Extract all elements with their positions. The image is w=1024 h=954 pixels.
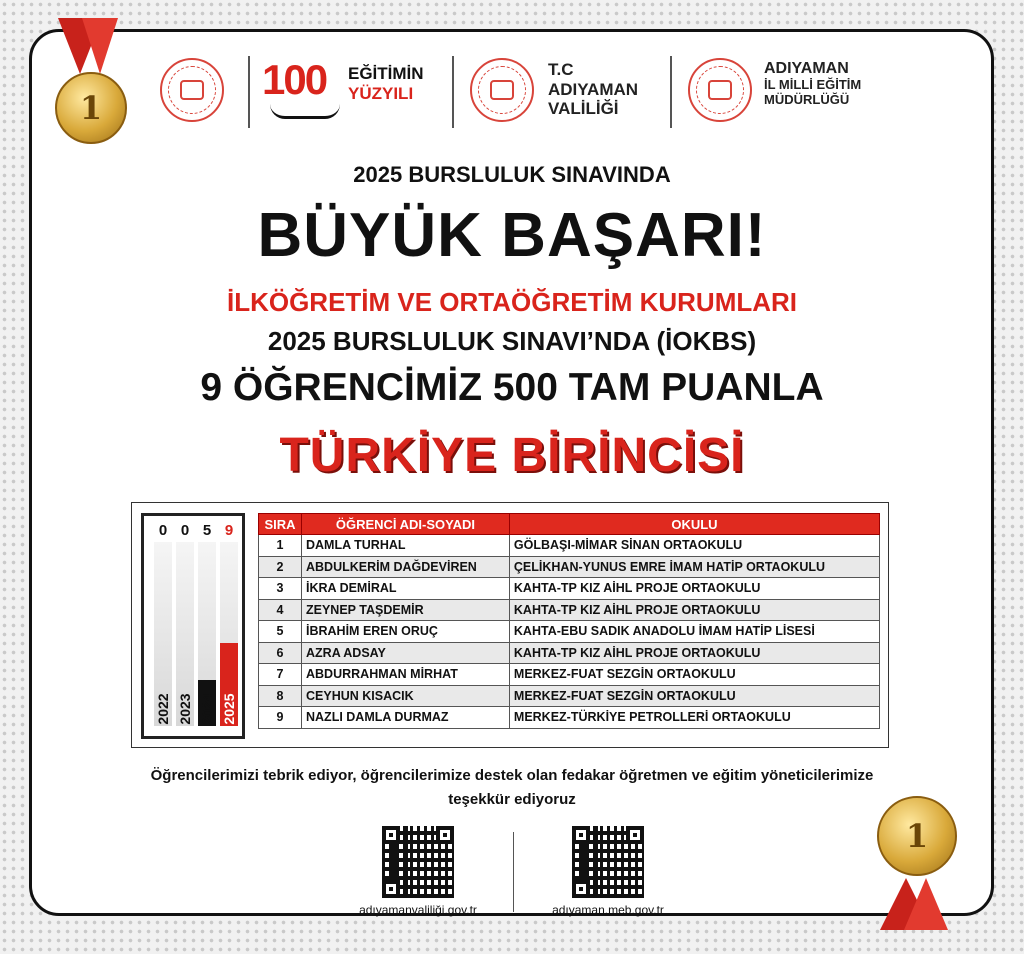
- url-left[interactable]: adıyamanvaliliği.gov.tr: [359, 903, 477, 917]
- centennial-line2: YÜZYILI: [348, 84, 414, 103]
- directorate-name: ADIYAMAN İL MİLLİ EĞİTİM MÜDÜRLÜĞÜ: [764, 60, 862, 108]
- divider: [248, 56, 250, 128]
- book-icon: [270, 104, 340, 119]
- row-student: İBRAHİM EREN ORUÇ: [302, 621, 510, 643]
- row-rank: 7: [259, 664, 302, 686]
- table-row: [259, 535, 880, 557]
- row-school: KAHTA-TP KIZ AİHL PROJE ORTAOKULU: [509, 578, 879, 600]
- centennial-logo: [262, 56, 442, 126]
- ribbon-bottom-right-2: [904, 878, 948, 930]
- ribbon-top-left-2: [82, 18, 118, 74]
- row-school: KAHTA-TP KIZ AİHL PROJE ORTAOKULU: [509, 599, 879, 621]
- table-row: [259, 578, 880, 600]
- row-rank: 1: [259, 535, 302, 557]
- table-row: [259, 642, 880, 664]
- row-rank: 9: [259, 707, 302, 729]
- rank-line: TÜRKİYE BİRİNCİSİ: [279, 429, 745, 482]
- headline: BÜYÜK BAŞARI!: [257, 201, 767, 270]
- year-label-2022: 2022: [155, 693, 171, 725]
- header-student: ÖĞRENCİ ADI-SOYADI: [302, 514, 510, 535]
- ministry-seal-icon: [160, 58, 224, 122]
- row-rank: 3: [259, 578, 302, 600]
- qr-code-icon-right[interactable]: [572, 826, 644, 898]
- row-student: ZEYNEP TAŞDEMİR: [302, 599, 510, 621]
- bar-value-2024: 5: [202, 522, 212, 539]
- header-school: OKULU: [509, 514, 879, 535]
- row-rank: 4: [259, 599, 302, 621]
- thanks-line-2: teşekkür ediyoruz: [448, 791, 576, 808]
- medal-icon-bottom: 1: [877, 796, 957, 876]
- row-student: CEYHUN KISACIK: [302, 685, 510, 707]
- bar-value-2022: 0: [158, 522, 168, 539]
- row-student: NAZLI DAMLA DURMAZ: [302, 707, 510, 729]
- centennial-number: 100: [262, 56, 327, 103]
- row-school: KAHTA-EBU SADIK ANADOLU İMAM HATİP LİSESİ: [509, 621, 879, 643]
- row-school: MERKEZ-FUAT SEZGİN ORTAOKULU: [509, 664, 879, 686]
- year-label-2025: 2025: [221, 693, 237, 725]
- divider: [670, 56, 672, 128]
- qr-code-icon-left[interactable]: [382, 826, 454, 898]
- row-school: ÇELİKHAN-YUNUS EMRE İMAM HATİP ORTAOKULU: [509, 556, 879, 578]
- bar-value-2023: 0: [180, 522, 190, 539]
- centennial-line1: EĞİTİMİN: [348, 64, 424, 83]
- divider: [452, 56, 454, 128]
- year-label-2024: 2024: [199, 693, 215, 725]
- row-school: GÖLBAŞI-MİMAR SİNAN ORTAOKULU: [509, 535, 879, 557]
- bar-value-2025: 9: [224, 522, 234, 539]
- row-student: AZRA ADSAY: [302, 642, 510, 664]
- governorship-seal-icon: [470, 58, 534, 122]
- medal-icon-top: 1: [55, 72, 127, 144]
- table-row: [259, 599, 880, 621]
- table-row: [259, 556, 880, 578]
- header-rank: SIRA: [259, 514, 302, 535]
- thanks-line-1: Öğrencilerimizi tebrik ediyor, öğrencilerimize destek olan fedakar öğretmen ve eğitim yöneticilerimize: [150, 767, 874, 784]
- year-label-2023: 2023: [177, 693, 193, 725]
- results-table: [258, 513, 880, 729]
- table-row: [259, 621, 880, 643]
- table-row: [259, 685, 880, 707]
- url-right[interactable]: adıyaman.meb.gov.tr: [552, 903, 664, 917]
- directorate-seal-icon: [688, 58, 752, 122]
- exam-line: 2025 BURSLULUK SINAVI’NDA (İOKBS): [267, 326, 757, 356]
- student-count-line: 9 ÖĞRENCİMİZ 500 TAM PUANLA: [200, 366, 824, 409]
- row-student: ABDURRAHMAN MİRHAT: [302, 664, 510, 686]
- row-school: KAHTA-TP KIZ AİHL PROJE ORTAOKULU: [509, 642, 879, 664]
- table-header-row: [259, 514, 880, 535]
- row-rank: 8: [259, 685, 302, 707]
- row-rank: 2: [259, 556, 302, 578]
- institutions-line: İLKÖĞRETİM VE ORTAÖĞRETİM KURUMLARI: [226, 287, 798, 317]
- governorship-name: T.C ADIYAMAN VALİLİĞİ: [548, 60, 639, 119]
- divider: [513, 832, 514, 912]
- row-student: DAMLA TURHAL: [302, 535, 510, 557]
- table-row: [259, 664, 880, 686]
- row-school: MERKEZ-TÜRKİYE PETROLLERİ ORTAOKULU: [509, 707, 879, 729]
- table-row: [259, 707, 880, 729]
- row-rank: 5: [259, 621, 302, 643]
- yearly-bar-chart: [141, 513, 245, 739]
- subtitle: 2025 BURSLULUK SINAVINDA: [353, 162, 671, 187]
- row-rank: 6: [259, 642, 302, 664]
- row-student: ABDULKERİM DAĞDEVİREN: [302, 556, 510, 578]
- row-school: MERKEZ-FUAT SEZGİN ORTAOKULU: [509, 685, 879, 707]
- row-student: İKRA DEMİRAL: [302, 578, 510, 600]
